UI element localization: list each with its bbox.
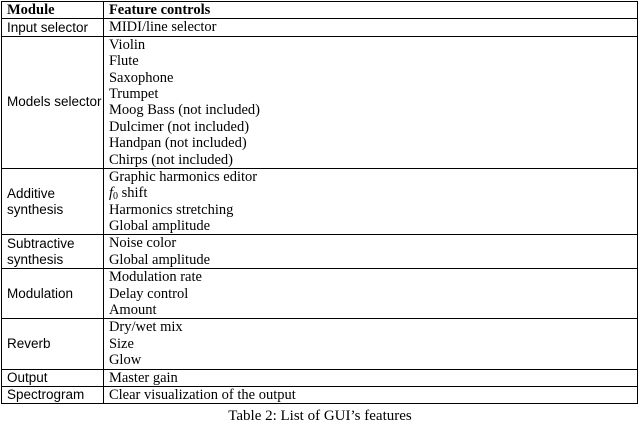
table-header-row (2, 2, 638, 19)
feature-item: Handpan (not included) (108, 135, 247, 152)
feature-item: Flute (108, 53, 139, 70)
feature-controls-cell (103, 36, 637, 168)
table-row (2, 235, 638, 269)
feature-controls-cell (103, 369, 637, 386)
header-module: Module (2, 2, 104, 19)
table-row (2, 36, 638, 168)
feature-controls-cell (103, 387, 637, 404)
feature-item: Graphic harmonics editor (108, 168, 258, 185)
feature-item: Clear visualization of the output (108, 387, 296, 403)
feature-controls-cell (103, 168, 637, 235)
table-body (2, 19, 638, 404)
table-row (2, 319, 638, 369)
feature-item: Chirps (not included) (108, 151, 233, 168)
feature-item: Modulation rate (108, 269, 202, 286)
feature-item: Glow (108, 352, 142, 369)
feature-item: Dry/wet mix (108, 319, 183, 336)
feature-item: Global amplitude (108, 251, 211, 268)
table-row (2, 369, 638, 386)
module-cell: Subtractive synthesis (2, 235, 104, 269)
feature-item: Dulcimer (not included) (108, 118, 250, 135)
feature-item: Size (108, 335, 134, 352)
feature-item: Trumpet (108, 85, 159, 102)
module-cell: Reverb (2, 319, 104, 369)
feature-item: Amount (108, 302, 157, 319)
feature-item: Harmonics stretching (108, 201, 234, 218)
feature-item: MIDI/line selector (108, 19, 217, 36)
table-row (2, 269, 638, 319)
feature-item: Moog Bass (not included) (108, 102, 260, 119)
module-cell: Spectrogram (2, 387, 104, 404)
module-cell: Modulation (2, 269, 104, 319)
module-cell: Input selector (2, 19, 104, 36)
table-row (2, 19, 638, 36)
feature-item: Global amplitude (108, 218, 211, 235)
table-caption: Table 2: List of GUI’s features (228, 408, 412, 424)
feature-controls-cell (103, 269, 637, 319)
features-table (1, 1, 638, 404)
module-cell: Models selector (2, 36, 104, 168)
feature-item: $f_0$ shift (108, 185, 148, 203)
feature-item: Violin (108, 36, 146, 53)
feature-controls-cell (103, 235, 637, 269)
table-row (2, 168, 638, 235)
module-cell: Additive synthesis (2, 168, 104, 235)
feature-item: Master gain (108, 369, 178, 386)
feature-controls-cell (103, 319, 637, 369)
table-row (2, 387, 638, 404)
header-feature-controls: Feature controls (103, 2, 637, 19)
feature-item: Saxophone (108, 69, 174, 86)
feature-controls-cell (103, 19, 637, 36)
feature-item: Delay control (108, 285, 189, 302)
module-cell: Output (2, 369, 104, 386)
feature-item: Noise color (108, 235, 177, 252)
